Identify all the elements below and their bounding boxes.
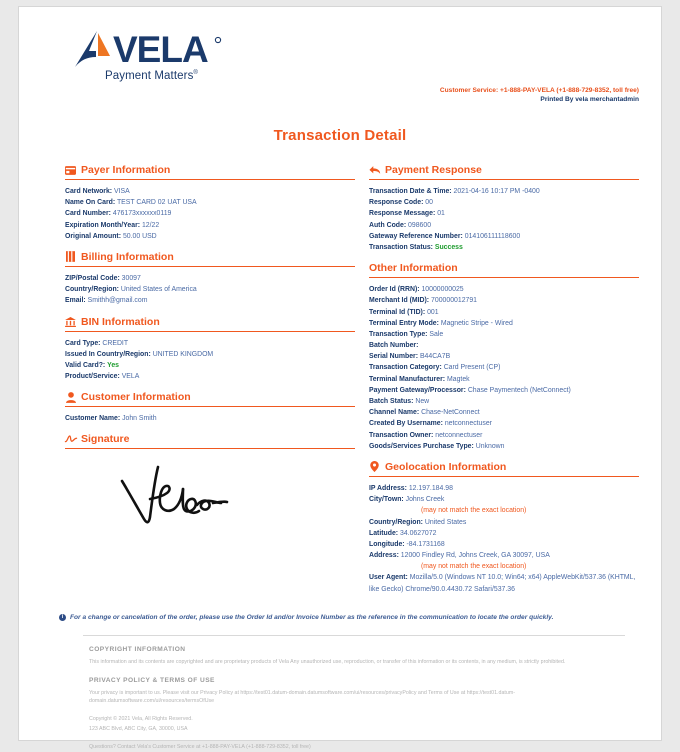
field-label: Transaction Owner:	[369, 431, 434, 439]
field-value: United States	[424, 518, 467, 526]
field-value: Chase-NetConnect	[421, 409, 480, 417]
reply-arrow-icon	[369, 165, 380, 176]
field-label: Valid Card?:	[65, 361, 106, 369]
bin-fields	[65, 338, 355, 383]
field-value: United States of America	[120, 286, 197, 294]
content-columns	[19, 164, 661, 604]
left-column	[65, 164, 369, 604]
field-transaction-owner	[369, 430, 639, 441]
field-value: Mozilla/5.0 (Windows NT 10.0; Win64; x64) AppleWebKit/537.36 (KHTML, like Gecko) Chrome/90.0.4430.72 Safari/537.36	[369, 574, 636, 593]
field-value: Magtek	[447, 375, 470, 383]
field-value: 01	[437, 210, 445, 218]
field-label: Name On Card:	[65, 199, 116, 207]
field-value: Smithh@gmail.com	[87, 297, 148, 305]
field-label: Auth Code:	[369, 221, 407, 229]
field-country-region	[65, 284, 355, 295]
section-header-billing-information	[65, 251, 355, 267]
field-zip	[65, 273, 355, 284]
printed-by-line: Printed By vela merchantadmin	[540, 95, 639, 103]
field-ip-address	[369, 483, 639, 494]
field-label: Terminal Id (TID):	[369, 308, 426, 316]
field-product-service	[65, 371, 355, 382]
field-label: Created By Username:	[369, 420, 443, 428]
field-value: 10000000025	[421, 286, 464, 294]
field-response-message	[369, 208, 639, 219]
field-value: CREDIT	[102, 339, 129, 347]
field-value: 001	[427, 308, 439, 316]
field-value: 30097	[121, 274, 141, 282]
document-header	[19, 7, 661, 103]
section-header-geolocation-information	[369, 461, 639, 477]
field-name-on-card	[65, 197, 355, 208]
field-expiration	[65, 220, 355, 231]
field-transaction-type	[369, 329, 639, 340]
bank-icon	[65, 316, 76, 327]
right-column	[369, 164, 639, 604]
field-label: Country/Region:	[369, 518, 423, 526]
section-header-bin-information	[65, 316, 355, 332]
field-auth-code	[369, 220, 639, 231]
section-header-payer-information	[65, 164, 355, 180]
document-page	[18, 6, 662, 751]
field-response-code	[369, 197, 639, 208]
field-channel-name	[369, 407, 639, 418]
field-transaction-datetime	[369, 186, 639, 197]
field-value: VELA	[121, 373, 140, 381]
field-label: Terminal Entry Mode:	[369, 319, 439, 327]
field-value: 476173xxxxxx0119	[112, 210, 172, 218]
field-value: UNITED KINGDOM	[152, 350, 214, 358]
field-geo-country-region	[369, 517, 639, 528]
signature-image	[117, 459, 267, 539]
field-label: Transaction Category:	[369, 364, 442, 372]
field-goods-services-purchase-type	[369, 441, 639, 452]
section-header-customer-information	[65, 391, 355, 407]
field-label: Longitude:	[369, 540, 405, 548]
field-label: Terminal Manufacturer:	[369, 375, 446, 383]
field-label: Gateway Reference Number:	[369, 232, 463, 240]
section-title: Payer Information	[81, 164, 171, 176]
field-transaction-category	[369, 362, 639, 373]
field-payment-gateway	[369, 385, 639, 396]
field-card-type	[65, 338, 355, 349]
field-label: Card Number:	[65, 210, 111, 218]
field-label: Card Type:	[65, 339, 101, 347]
field-value: New	[415, 398, 430, 405]
field-value: 00	[425, 199, 433, 207]
privacy-heading: PRIVACY POLICY & TERMS OF USE	[89, 676, 215, 684]
field-label: Issued In Country/Region:	[65, 350, 151, 358]
field-value: B44CA7B	[419, 353, 451, 361]
field-order-id	[369, 284, 639, 295]
document-footer	[19, 636, 661, 751]
field-value: TEST CARD 02 UAT USA	[116, 199, 197, 207]
field-value: netconnectuser	[444, 420, 492, 428]
field-terminal-manufacturer	[369, 374, 639, 385]
billing-fields	[65, 273, 355, 307]
field-value: -84.1731168	[406, 540, 445, 548]
field-card-network	[65, 186, 355, 197]
field-value: Unknown	[475, 442, 505, 450]
user-icon	[65, 392, 76, 403]
field-label: Country/Region:	[65, 286, 119, 294]
field-label: Customer Name:	[65, 415, 121, 423]
order-change-notice	[59, 614, 639, 622]
field-value: Success	[434, 243, 463, 251]
section-title: Payment Response	[385, 164, 482, 176]
field-label: Expiration Month/Year:	[65, 221, 141, 229]
notice-text: For a change or cancelation of the order, please use the Order Id and/or Invoice Number as the reference in the communication to locate the order quickly.	[70, 613, 554, 621]
field-city-town	[369, 494, 639, 505]
building-icon	[65, 251, 76, 262]
copyright-line: Copyright © 2021 Vela, All Rights Reserved.	[89, 715, 193, 722]
field-batch-number	[369, 340, 639, 351]
field-batch-status	[369, 396, 639, 407]
field-user-agent	[369, 572, 639, 594]
field-value: 34.0627072	[400, 529, 437, 537]
field-label: Response Code:	[369, 199, 424, 207]
field-value: VISA	[114, 188, 130, 195]
vela-logo	[67, 27, 227, 82]
field-label: Card Network:	[65, 188, 113, 195]
signature-icon	[65, 434, 76, 445]
field-longitude	[369, 539, 639, 550]
info-icon: i	[59, 614, 66, 621]
field-label: Original Amount:	[65, 232, 122, 240]
field-label: Order Id (RRN):	[369, 286, 420, 294]
field-geo-address	[369, 550, 639, 561]
section-header-payment-response	[369, 164, 639, 180]
field-label: Goods/Services Purchase Type:	[369, 442, 474, 450]
privacy-body: Your privacy is important to us. Please visit our Privacy Policy at https://test01.datum-domain.datumsoftware.com/ui/resources/privacyPolicy and Terms of Use at https://test01.datum-domain.datumsoftware.com/ui/resources/termsOfUse	[89, 689, 515, 704]
field-valid-card	[65, 360, 355, 371]
payer-fields	[65, 186, 355, 242]
field-value: 50.00 USD	[122, 232, 157, 240]
field-value: Johns Creek	[405, 496, 445, 504]
field-label: IP Address:	[369, 484, 407, 492]
field-value: 12.197.184.98	[408, 484, 453, 492]
field-gateway-reference-number	[369, 231, 639, 242]
field-value: 12/22	[141, 221, 160, 229]
field-value: 2021-04-16 10:17 PM -0400	[453, 188, 540, 195]
field-label: City/Town:	[369, 496, 404, 504]
field-value: netconnectuser	[435, 431, 483, 439]
customer-service-line: Customer Service: +1-888-PAY-VELA (+1-888-729-8352, toll free)	[439, 87, 639, 94]
field-label: Merchant Id (MID):	[369, 297, 430, 305]
field-transaction-status	[369, 242, 639, 253]
credit-card-icon	[65, 165, 76, 176]
field-label: Transaction Type:	[369, 330, 428, 338]
section-title: Signature	[81, 433, 130, 446]
field-value: Magnetic Stripe - Wired	[440, 319, 513, 327]
vela-logo-mark	[67, 27, 227, 71]
signature-area	[65, 455, 355, 551]
field-label: Payment Gateway/Processor:	[369, 386, 466, 394]
payment-response-fields	[369, 186, 639, 253]
field-value: Yes	[107, 361, 120, 369]
field-customer-name	[65, 413, 355, 424]
field-value: 12000 Findley Rd, Johns Creek, GA 30097, USA	[400, 552, 550, 560]
section-header-other-information	[369, 262, 639, 278]
svg-text:VELA: VELA	[113, 29, 208, 70]
field-created-by-username	[369, 418, 639, 429]
field-value: John Smith	[122, 415, 157, 423]
field-value: Chase Paymentech (NetConnect)	[467, 386, 571, 394]
field-card-number	[65, 208, 355, 219]
field-merchant-id	[369, 295, 639, 306]
section-title: Geolocation Information	[385, 460, 507, 473]
field-serial-number	[369, 351, 639, 362]
field-terminal-id	[369, 307, 639, 318]
section-title: Billing Information	[81, 250, 174, 263]
field-label: Serial Number:	[369, 353, 419, 361]
field-label: Channel Name:	[369, 409, 420, 417]
page-title: Transaction Detail	[273, 127, 407, 144]
field-terminal-entry-mode	[369, 318, 639, 329]
customer-fields	[65, 413, 355, 424]
copyright-body: This information and its contents are copyrighted and are proprietary products of Vela Any unauthorized use, reproduction, or transfer of this information or its contents, in any medium, is strictly prohibited.	[89, 659, 566, 666]
field-value: Card Present (CP)	[443, 364, 501, 372]
field-value: 700000012791	[431, 297, 478, 305]
field-label: Batch Number:	[369, 342, 419, 350]
field-issued-in-country	[65, 349, 355, 360]
section-title: Customer Information	[81, 391, 191, 404]
company-address-line: 123 ABC Blvd, ABC City, GA, 30000, USA	[89, 726, 188, 733]
field-label: Product/Service:	[65, 373, 120, 381]
geolocation-fields	[369, 483, 639, 595]
logo-tagline: Payment Matters®	[105, 70, 198, 82]
address-location-note: (may not match the exact location)	[421, 563, 527, 571]
field-value: 098600	[408, 221, 432, 229]
field-label: Batch Status:	[369, 398, 414, 405]
copyright-heading: COPYRIGHT INFORMATION	[89, 646, 186, 654]
map-pin-icon	[369, 461, 380, 472]
field-label: Latitude:	[369, 529, 399, 537]
field-latitude	[369, 528, 639, 539]
section-title: Other Information	[369, 262, 458, 275]
field-value: 014106111118600	[464, 232, 521, 240]
questions-line: Questions? Contact Vela's Customer Service at +1-888-PAY-VELA (+1-888-729-8352, toll free)	[89, 744, 311, 751]
section-header-signature	[65, 433, 355, 449]
field-label: Response Message:	[369, 210, 436, 218]
header-contact-block	[440, 87, 639, 105]
field-label: Transaction Date & Time:	[369, 188, 452, 195]
field-original-amount	[65, 231, 355, 242]
section-title: BIN Information	[81, 315, 160, 328]
field-value: Sale	[429, 330, 444, 338]
field-label: Email:	[65, 297, 86, 305]
field-label: Address:	[369, 552, 399, 560]
other-information-fields	[369, 284, 639, 452]
field-label: Transaction Status:	[369, 243, 433, 251]
city-location-note: (may not match the exact location)	[421, 507, 527, 515]
field-label: User Agent:	[369, 574, 408, 582]
field-email	[65, 295, 355, 306]
field-label: ZIP/Postal Code:	[65, 274, 120, 282]
